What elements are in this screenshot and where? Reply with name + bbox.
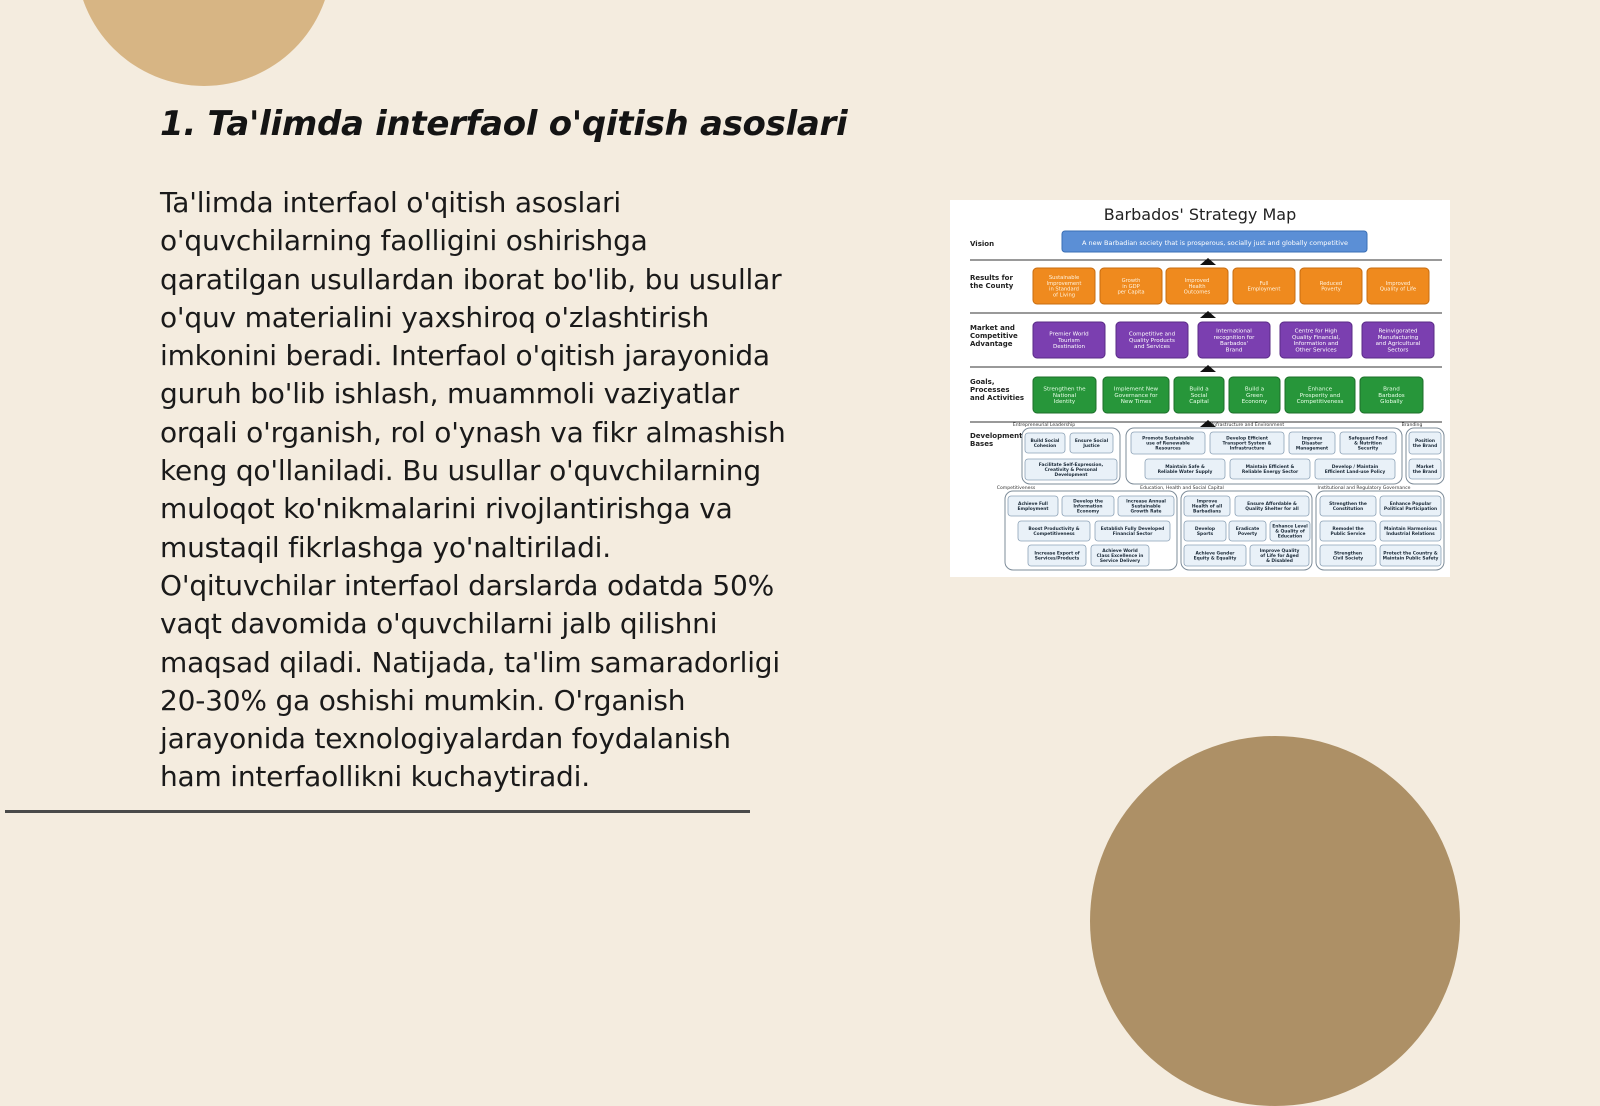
- base-box-text: Education: [1277, 534, 1303, 540]
- base-box-text: Maintain Harmonious: [1384, 527, 1437, 533]
- base-box-text: Health of all: [1191, 504, 1223, 510]
- base-box-text: Reliable Water Supply: [1157, 470, 1213, 476]
- base-box-text: & Disabled: [1266, 558, 1293, 564]
- goals-box-text: Identity: [1053, 399, 1076, 406]
- body-line: mustaqil fikrlashga yo'naltiriladi.: [160, 530, 611, 564]
- group-label: Entrepreneurial Leadership: [1012, 423, 1076, 428]
- strategy-map-image: [950, 200, 1450, 577]
- results-box-text: in Standard: [1049, 286, 1079, 293]
- base-box-text: Reliable Energy Sector: [1241, 470, 1299, 476]
- base-box-text: Competitiveness: [1033, 532, 1075, 538]
- results-box-text: of Living: [1052, 292, 1076, 299]
- goals-box-text: Prosperity and: [1299, 392, 1341, 399]
- row-label: Competitive: [970, 332, 1018, 340]
- decorative-circle-top: [76, 0, 332, 86]
- goals-box-text: Capital: [1189, 399, 1209, 406]
- base-box-text: Management: [1295, 446, 1329, 452]
- base-box-text: Establish Fully Developed: [1100, 527, 1165, 533]
- base-box-text: Enhance Level: [1272, 524, 1308, 530]
- base-box-text: Maintain Safe &: [1165, 465, 1205, 471]
- row-label: Advantage: [970, 340, 1013, 348]
- body-line: imkonini beradi. Interfaol o'qitish jarayonida: [160, 339, 770, 373]
- body-line: guruh bo'lib ishlash, muammoli vaziyatlar: [160, 377, 739, 411]
- results-box-text: Improved: [1184, 277, 1210, 284]
- base-box-text: Cohesion: [1033, 444, 1057, 450]
- strategy-map-svg: [950, 200, 1450, 577]
- goals-box-text: Implement New: [1113, 386, 1159, 393]
- base-box-text: Eradicate: [1235, 527, 1260, 533]
- goals-box-text: Economy: [1241, 399, 1268, 406]
- body-line: ham interfaollikni kuchaytiradi.: [160, 760, 590, 794]
- goals-box-text: Enhance: [1307, 386, 1333, 393]
- body-line: Ta'limda interfaol o'qitish asoslari: [160, 186, 621, 219]
- group-label: Education, Health and Social Capital: [1140, 486, 1224, 491]
- base-box-text: Safeguard Food: [1348, 436, 1388, 442]
- base-box-text: Protect the Country &: [1383, 551, 1438, 557]
- market-box-text: Competitive and: [1128, 331, 1176, 338]
- results-box-text: Outcomes: [1183, 289, 1211, 296]
- arrow-up-icon: [1200, 311, 1216, 318]
- row-label: Development: [970, 432, 1023, 440]
- base-box-text: Improve Quality: [1259, 549, 1300, 555]
- market-box-text: Brand: [1225, 347, 1243, 354]
- base-box-text: Boost Productivity &: [1028, 527, 1080, 533]
- results-box-text: Health: [1188, 283, 1206, 290]
- row-label: Results for: [970, 274, 1013, 282]
- body-line: vaqt davomida o'quvchilarni jalb qilishni: [160, 607, 718, 641]
- base-box-text: Development: [1054, 472, 1088, 478]
- base-box-text: Achieve World: [1102, 549, 1138, 555]
- market-box-text: Quality Products: [1129, 337, 1175, 344]
- results-box-text: Sustainable: [1048, 275, 1080, 282]
- results-box-text: Improved: [1385, 280, 1411, 287]
- arrow-up-icon: [1200, 258, 1216, 265]
- base-box-text: Achieve Gender: [1195, 551, 1235, 557]
- goals-box-text: New Times: [1120, 399, 1152, 406]
- base-box-text: Develop / Maintain: [1331, 465, 1379, 471]
- goals-box-text: Social: [1190, 392, 1208, 399]
- base-box-text: Service Delivery: [1099, 558, 1141, 564]
- base-box-text: Services/Products: [1034, 556, 1080, 562]
- body-line: o'quv materialini yaxshiroq o'zlashtirish: [160, 300, 709, 334]
- base-box-text: Efficient Land-use Policy: [1324, 470, 1386, 476]
- results-box-text: in GDP: [1122, 283, 1140, 290]
- market-box-text: Sectors: [1387, 347, 1409, 354]
- results-box-text: Growth: [1121, 277, 1141, 284]
- base-box-text: Enhance Popular: [1389, 502, 1432, 508]
- goals-box-text: Globally: [1380, 399, 1403, 406]
- base-box-text: Ensure Affordable &: [1247, 502, 1297, 508]
- base-box-text: Improve: [1301, 436, 1323, 442]
- goals-box-text: Build a: [1189, 386, 1209, 393]
- market-box-text: Information and: [1293, 341, 1339, 348]
- base-box-text: Justice: [1083, 444, 1100, 450]
- base-box-text: Ensure Social: [1074, 439, 1109, 445]
- body-line: keng qo'llaniladi. Bu usullar o'quvchilarning: [160, 454, 761, 488]
- base-box-text: Develop: [1194, 527, 1216, 533]
- group-label: Infrastructure and Environment: [1211, 423, 1285, 428]
- goals-box-text: Barbados: [1378, 392, 1405, 399]
- strategy-map-title: Barbados' Strategy Map: [1103, 205, 1297, 224]
- base-box-text: Achieve Full: [1018, 502, 1048, 508]
- goals-box-text: Build a: [1244, 386, 1265, 393]
- base-box-text: Infrastructure: [1229, 446, 1265, 452]
- body-line: muloqot ko'nikmalarini rivojlantirishga va: [160, 492, 733, 526]
- base-box-text: Remodel the: [1332, 527, 1364, 533]
- base-box-text: Financial Sector: [1112, 532, 1153, 538]
- group-label: Branding: [1401, 423, 1423, 428]
- base-box-text: Quality Shelter for all: [1245, 507, 1299, 513]
- base-box-text: Develop the: [1073, 499, 1103, 505]
- base-box-text: Poverty: [1237, 532, 1258, 538]
- slide-title: 1. Ta'limda interfaol o'qitish asoslari: [160, 104, 848, 144]
- base-box-text: Transport System &: [1222, 441, 1272, 447]
- body-line: 20-30% ga oshishi mumkin. O'rganish: [160, 683, 686, 717]
- base-box-text: Increase Annual: [1126, 499, 1166, 505]
- body-line: O'qituvchilar interfaol darslarda odatda 50%: [160, 568, 775, 602]
- base-box-text: Strengthen: [1333, 551, 1363, 557]
- row-label: Processes: [970, 386, 1010, 394]
- market-box-text: Quality Financial,: [1291, 334, 1341, 341]
- goals-box-text: Governance for: [1114, 392, 1158, 399]
- results-box-text: Quality of Life: [1379, 286, 1417, 293]
- vision-text: A new Barbadian society that is prosperous, socially just and globally competitive: [1082, 239, 1348, 247]
- base-box-text: Promote Sustainable: [1142, 436, 1194, 442]
- goals-box-text: Brand: [1383, 386, 1400, 393]
- base-box-text: the Brand: [1412, 444, 1438, 450]
- market-box-text: Premier World: [1049, 331, 1089, 338]
- base-box-text: Develop Efficient: [1226, 436, 1268, 442]
- base-box-text: Public Service: [1330, 532, 1366, 538]
- base-box-text: Improve: [1196, 499, 1218, 505]
- group-label: Institutional and Regulatory Governance: [1317, 486, 1411, 491]
- market-box-text: International: [1216, 328, 1252, 335]
- market-box-text: Reinvigorated: [1378, 328, 1418, 335]
- market-box-text: and Agricultural: [1375, 341, 1421, 348]
- base-box-text: Growth Rate: [1130, 509, 1162, 515]
- market-box-text: Other Services: [1295, 347, 1337, 354]
- base-box-text: Constitution: [1332, 507, 1364, 513]
- goals-box-text: Strengthen the: [1043, 386, 1086, 393]
- base-box-text: Sports: [1196, 532, 1214, 538]
- arrow-up-icon: [1200, 365, 1216, 372]
- row-label: and Activities: [970, 394, 1025, 402]
- results-box-text: Employment: [1247, 286, 1281, 293]
- base-box-text: Security: [1357, 446, 1379, 452]
- base-box-text: Civil Society: [1332, 556, 1364, 562]
- results-box-text: Full: [1259, 280, 1269, 287]
- base-box-text: Sustainable: [1131, 504, 1161, 510]
- divider-line: [5, 810, 750, 813]
- market-box-text: and Services: [1134, 344, 1170, 351]
- goals-box-text: Green: [1246, 392, 1263, 399]
- market-box-text: Centre for High: [1294, 328, 1338, 335]
- group-label: Competitiveness: [996, 486, 1036, 491]
- goals-box-text: Competitiveness: [1296, 399, 1344, 406]
- results-box-text: Poverty: [1321, 286, 1341, 293]
- base-box-text: Disaster: [1301, 441, 1323, 447]
- base-box-text: Strengthen the: [1329, 502, 1367, 508]
- base-box-text: the Brand: [1412, 470, 1438, 476]
- decorative-circle-bottom: [1090, 736, 1460, 1106]
- market-box-text: Barbados': [1220, 341, 1248, 348]
- base-box-text: Maintain Efficient &: [1245, 465, 1295, 471]
- market-box-text: recognition for: [1213, 334, 1255, 341]
- results-box-text: Improvement: [1046, 280, 1082, 287]
- row-label: Vision: [970, 240, 995, 248]
- slide-body-text: [160, 184, 845, 797]
- base-box-text: Position: [1414, 439, 1436, 445]
- base-box-text: use of Renewable: [1146, 441, 1190, 447]
- row-label: the County: [970, 282, 1014, 290]
- row-label: Market and: [970, 324, 1015, 332]
- base-box-text: of Life for Aged: [1260, 554, 1299, 560]
- body-line: orqali o'rganish, rol o'ynash va fikr almashish: [160, 415, 786, 449]
- body-line: o'quvchilarning faolligini oshirishga: [160, 224, 648, 258]
- base-box-text: & Quality of: [1275, 529, 1305, 535]
- base-box-text: Class Excellence in: [1096, 554, 1144, 560]
- base-box-text: Facilitate Self-Expression,: [1038, 463, 1104, 469]
- base-box-text: Economy: [1076, 509, 1100, 515]
- market-box-text: Tourism: [1058, 337, 1080, 344]
- base-box-text: Political Participation: [1383, 507, 1438, 513]
- base-box-text: Barbadians: [1193, 509, 1221, 515]
- base-box-text: Information: [1073, 504, 1103, 510]
- row-label: Goals,: [970, 378, 995, 386]
- base-box-text: Market: [1416, 465, 1434, 471]
- row-label: Bases: [970, 440, 994, 448]
- results-box-text: Reduced: [1319, 280, 1343, 287]
- goals-box-text: National: [1052, 392, 1077, 399]
- base-box-text: Build Social: [1030, 439, 1060, 445]
- base-box-text: & Nutrition: [1354, 441, 1382, 447]
- base-box-text: Equity & Equality: [1193, 556, 1237, 562]
- base-box-text: Increase Export of: [1034, 551, 1080, 557]
- market-box-text: Manufacturing: [1377, 334, 1419, 341]
- market-box-text: Destination: [1052, 344, 1086, 351]
- base-box-text: Resources: [1155, 446, 1181, 452]
- body-line: maqsad qiladi. Natijada, ta'lim samaradorligi: [160, 645, 780, 679]
- body-line: jarayonida texnologiyalardan foydalanish: [160, 722, 731, 756]
- base-box-text: Maintain Public Safety: [1382, 556, 1439, 562]
- base-box-text: Industrial Relations: [1386, 532, 1435, 538]
- results-box-text: per Capita: [1117, 289, 1145, 296]
- body-line: qaratilgan usullardan iborat bo'lib, bu usullar: [160, 262, 782, 296]
- base-box-text: Employment: [1017, 507, 1049, 513]
- base-box-text: Creativity & Personal: [1044, 468, 1098, 474]
